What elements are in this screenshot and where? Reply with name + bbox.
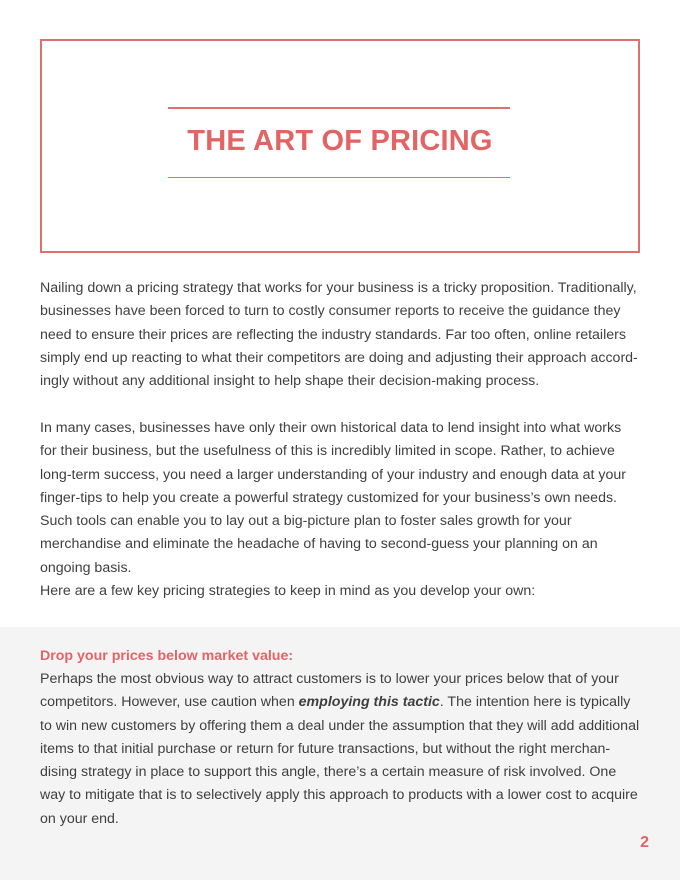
intro-paragraph-1: Nailing down a pricing strategy that works for your business is a tricky proposition. Traditionally, businesses have been forced to turn to costly consumer reports to receive the guidance they need to ensure their prices are reflecting the industry standards. Far too often, online retailers simply end up reacting to what their competitors are doing and adjusting their approach accord-ingly without any additional insight to help shape their decision-making process. <box>40 280 638 390</box>
page-number: 2 <box>640 834 649 851</box>
intro-paragraph-3: Here are a few key pricing strategies to keep in mind as you develop your own: <box>40 583 536 599</box>
strategy-body-start: Perhaps the most obvious way to attract customers is to lower your prices below that of your competitors. However, use caution when <box>40 671 619 711</box>
strategy-body <box>40 668 640 831</box>
title-top-rule <box>168 107 510 109</box>
strategy-body-end: . The intention here is typically to win new customers by offering them a deal under the assumption that they will add additional items to that initial purchase or return for future transactions, but without the right merchan-dising strategy in place to support this angle, there’s a certain measure of risk involved. One way to mitigate that is to selectively apply this approach to products with a lower cost to acquire on your end. <box>40 694 640 827</box>
strategy-body-emphasis: employing this tactic <box>298 694 440 711</box>
title-box <box>40 39 640 253</box>
strategy-section <box>0 627 680 880</box>
intro-paragraph-2: In many cases, businesses have only their own historical data to lend insight into what works for their business, but the usefulness of this is incredibly limited in scope. Rather, to achieve long-term success, you need a larger understanding of your industry and enough data at your finger-tips to help you create a powerful strategy customized for your business’s own needs. Such tools can enable you to lay out a big-picture plan to foster sales growth for your merchandise and eliminate the headache of having to second-guess your planning on an ongoing basis. <box>40 420 626 576</box>
strategy-heading: Drop your prices below market value: <box>40 648 294 664</box>
title-bottom-rule <box>168 177 510 178</box>
page-title: THE ART OF PRICING <box>187 125 493 157</box>
